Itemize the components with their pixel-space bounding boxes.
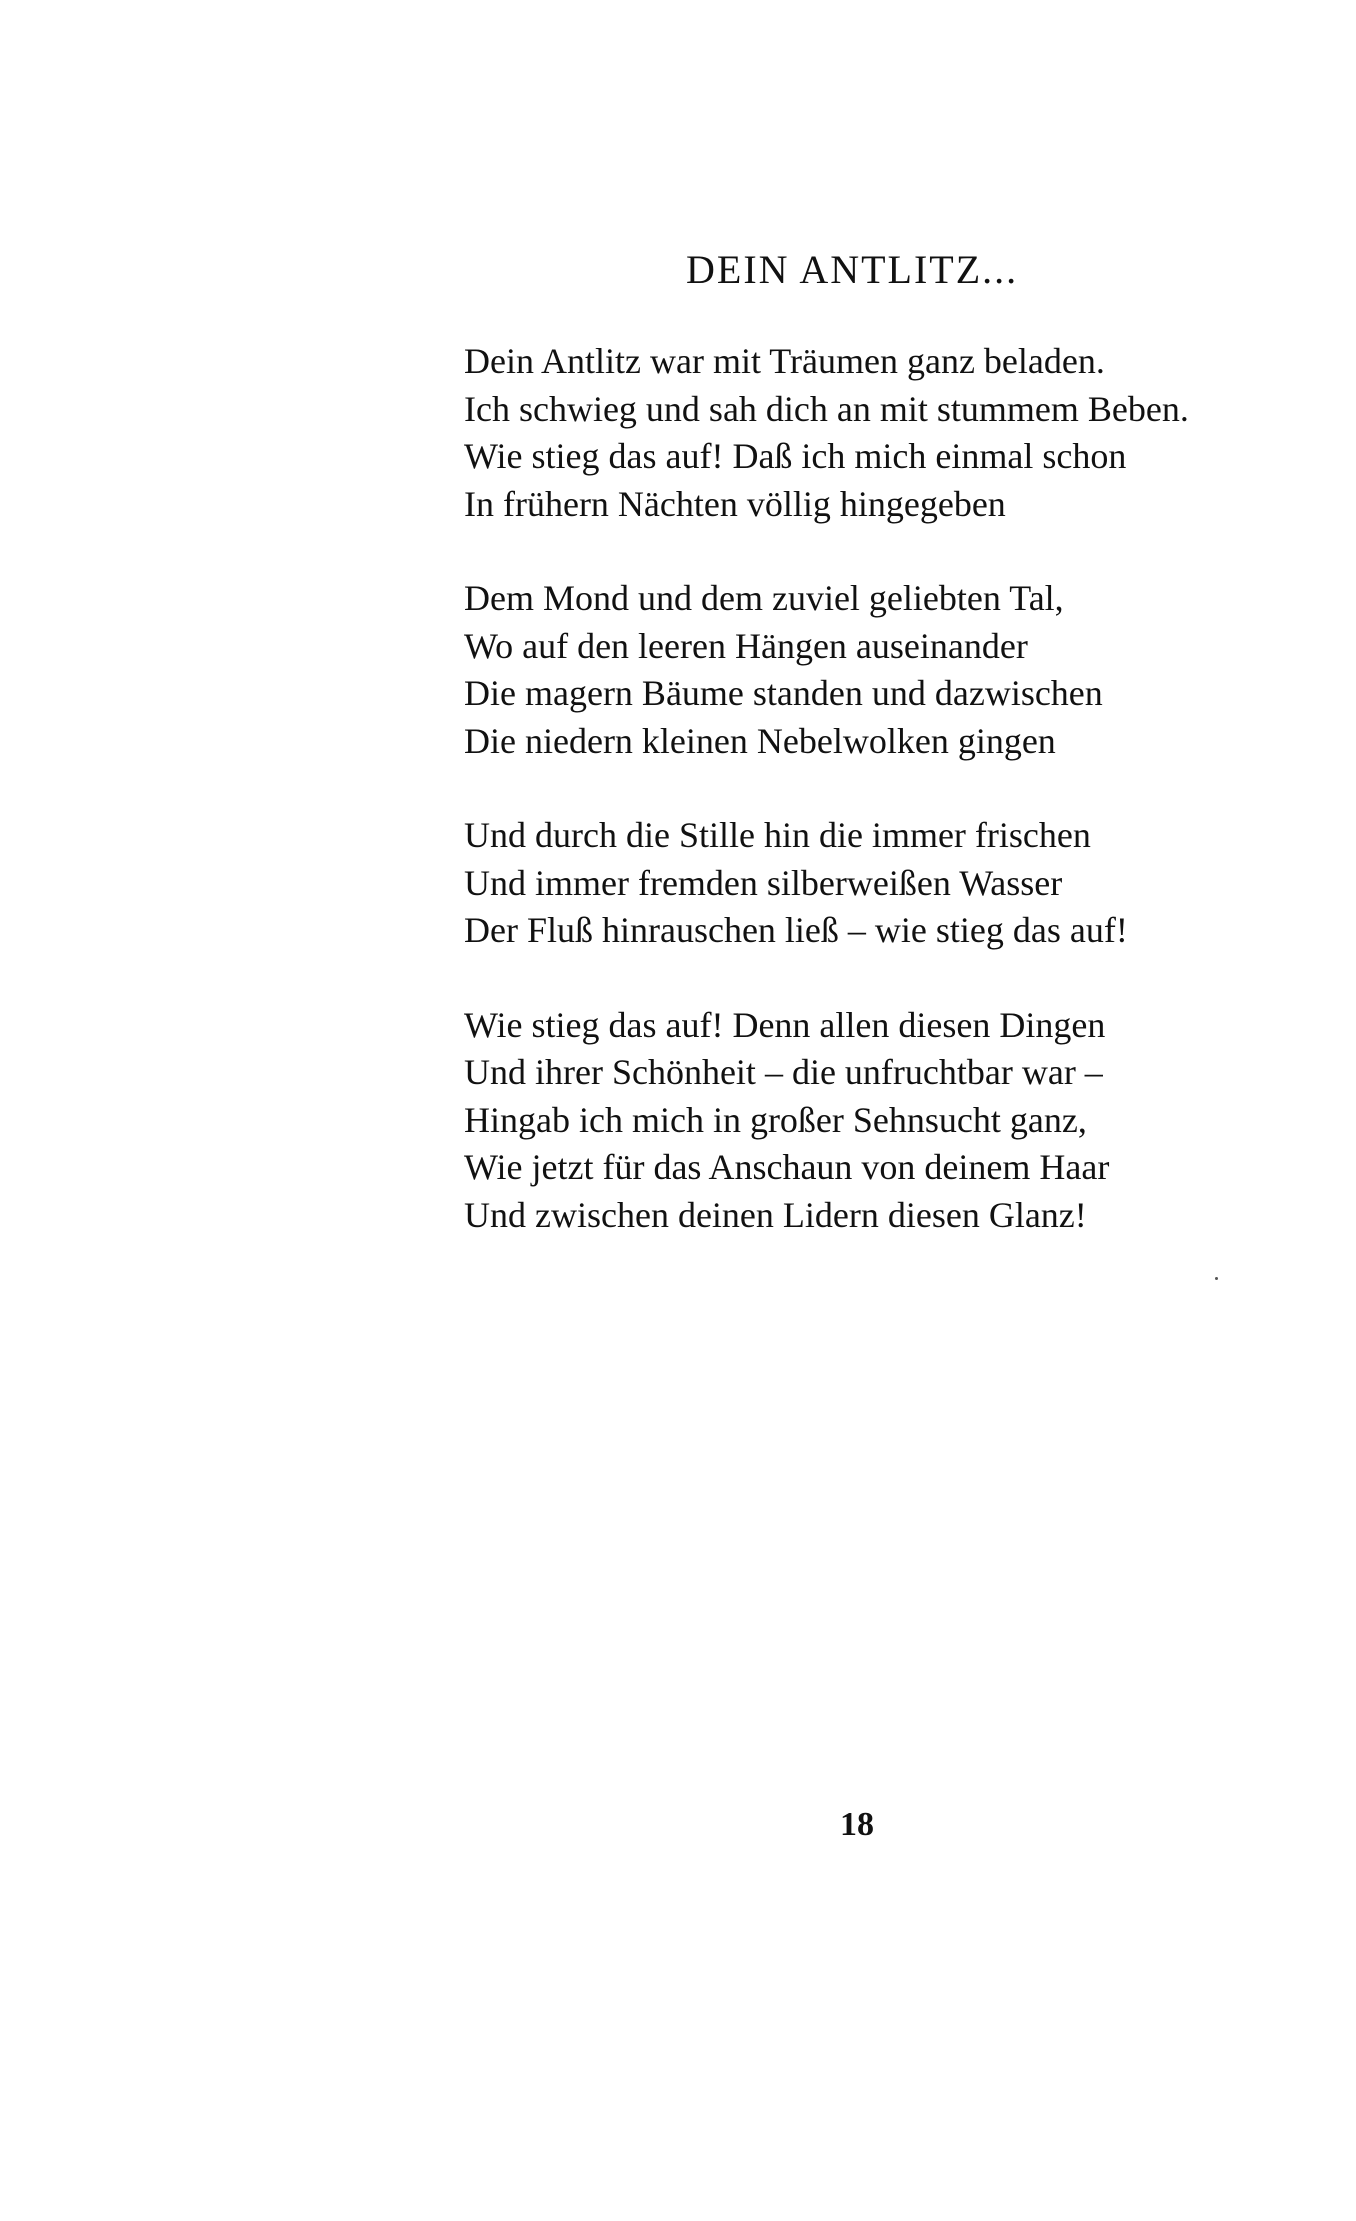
- poem-line: Der Fluß hinrauschen ließ – wie stieg das auf!: [464, 910, 1128, 950]
- poem-line: Wie stieg das auf! Denn allen diesen Dingen: [464, 1004, 1106, 1045]
- poem-line: Hingab ich mich in großer Sehnsucht ganz,: [464, 1099, 1087, 1140]
- poem-line: In frühern Nächten völlig hingegeben: [464, 483, 1006, 524]
- stanza-1: [464, 338, 1284, 528]
- stanza-2: [464, 575, 1284, 765]
- poem-line: Wie stieg das auf! Daß ich mich einmal schon: [464, 436, 1127, 476]
- poem-line: Und durch die Stille hin die immer frischen: [464, 815, 1091, 855]
- poem-line: Und zwischen deinen Lidern diesen Glanz!: [464, 1194, 1087, 1235]
- poem-title: DEIN ANTLITZ...: [686, 247, 1019, 292]
- poem-line: Dem Mond und dem zuviel geliebten Tal,: [464, 578, 1064, 618]
- page-number: 18: [840, 1806, 874, 1843]
- poem-line: Die magern Bäume standen und dazwischen: [464, 673, 1103, 713]
- poem-line: Ich schwieg und sah dich an mit stummem Beben.: [464, 388, 1189, 429]
- poem-line: Und ihrer Schönheit – die unfruchtbar war –: [464, 1052, 1103, 1092]
- stanza-4: [464, 1002, 1284, 1240]
- poem-line: Wo auf den leeren Hängen auseinander: [464, 625, 1028, 666]
- poem-line: Die niedern kleinen Nebelwolken gingen: [464, 720, 1056, 761]
- poem-line: Dein Antlitz war mit Träumen ganz beladen.: [464, 341, 1105, 381]
- poem-line: Und immer fremden silberweißen Wasser: [464, 862, 1063, 903]
- stanza-3: [464, 812, 1284, 955]
- poem-body: [464, 338, 1284, 1286]
- poem-line: Wie jetzt für das Anschaun von deinem Haar: [464, 1147, 1110, 1187]
- print-speck: [1215, 1277, 1218, 1280]
